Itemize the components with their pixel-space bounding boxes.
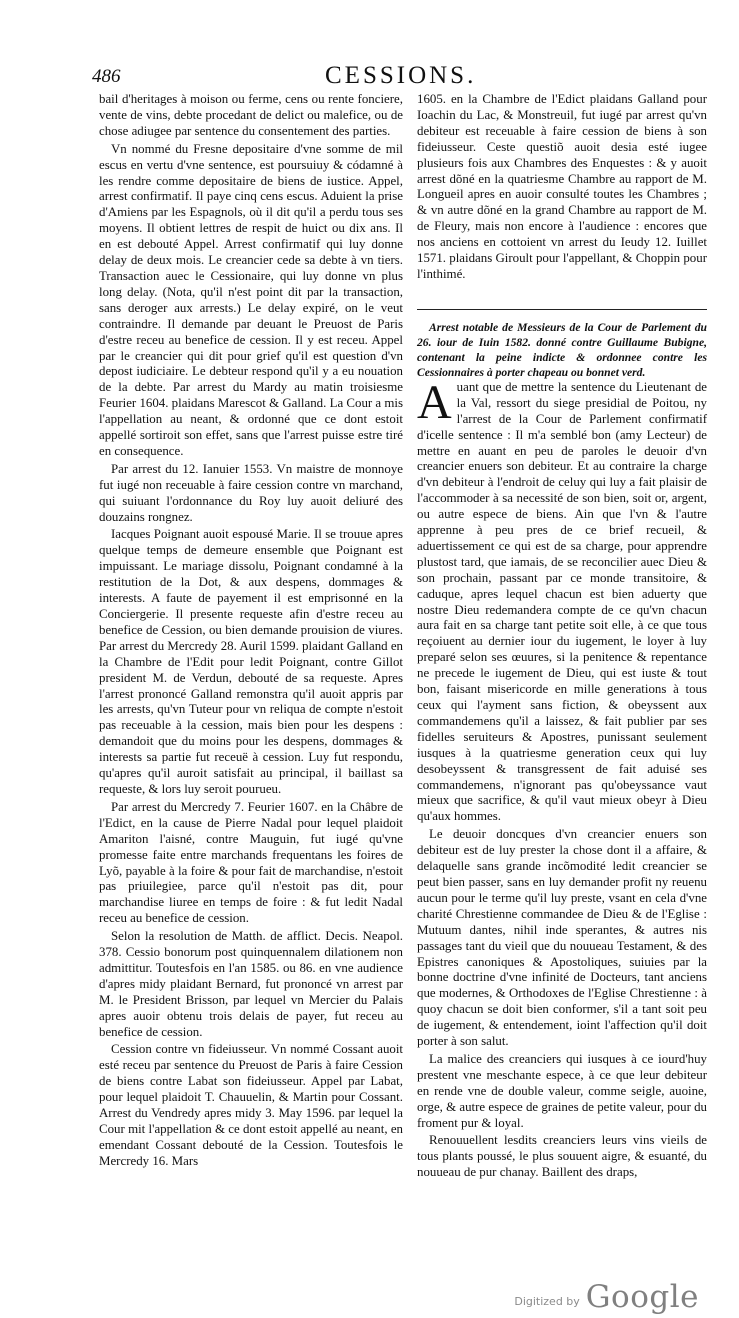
page-header [0,62,739,92]
paragraph-text: uant que de mettre la sentence du Lieutenant de la Val, ressort du siege presidial de Poitou, ny l'arrest de la Cour de Parlement confirmatif d'icelle sentence : Il m'a semblé bon (amy Lecteur) de mettre en auant en peu de paroles le deuoir d'vn creancier enuers son debiteur. Et au contraire la charge d'vn debiteur à l'endroit de celuy qui luy a fait plaisir de l'accommoder à sa necessité de son bien, soit or, argent, ou autre espece de biens. Ain que l'vn & l'autre apprenne à peu pres de ce brief recueil, & aduertissement ce qui est de sa charge, pour apprendre plustost tard, que iamais, de se reconcilier auec Dieu & son prochain, passant par ce monde transitoire, & caduque, apres lequel chacun est bien aduerty que nostre Dieu redemandera compte de ce qu'vn chacun aura fait en sa charge tant petite soit elle, à ce que tous reçoiuent au dernier iour du iugement, le loyer à luy preparé selon ses œuures, si la penitence & repentance ne precede le iugement de Dieu, qui est iuste & tout bon, faisant misericorde en mille generations à tous ceux qui l'ayment sans fiction, & obeyssent aux commandemens qu'il a laissez, & fait publier par ses fidelles seruiteurs & Apostres, punissant seulement iusques à la quatriesme generation ceux qui luy desobeyssent & transgressent de fait aduisé ses commandemens, n'ignorant pas qu'obeyssance vaut mieux que sacrifice, & qu'il vaut mieux obeyr à Dieu qu'aux hommes. [417,379,707,824]
paragraph: Renouuellent lesdits creanciers leurs vins vieils de tous plants poussé, le plus souuent aigre, & esuanté, du nouueau de pur chanay. Baillent des draps, [417,1133,707,1180]
paragraph [417,375,707,825]
paragraph: Vn nommé du Fresne depositaire d'vne somme de mil escus en vertu d'vne sentence, est poursuiuy & códamné à les rendre comme depositaire de biens de iustice. Appel, arrest confirmatif. Il paye cinq cens escus. Aduient la prise d'Amiens par les Espagnols, où il dit qu'il a perdu tous ses moyens. Il obtient lettres de respit de huict ou dix ans. Il en est debouté Appel. Arrest confirmatif qui luy donne delay de deux mois. Le creancier cede sa debte à vn tiers. Transaction auec le Cessionaire, qui luy donne vn plus long delay. (Nota, qu'il n'est point dit par la transaction, sans deroger aux arrests.) Le delay expiré, on le veut contraindre. Il demande par deuant le Preuost de Paris d'estre receu au benefice de cession. Il y est receu. Appel par le creancier qui dit pour grief qu'il est question d'vn depost iudiciaire. Le debteur respond qu'il y a eu nouation de la debte. Par arrest du Mardy au matin troisiesme Feurier 1604. plaidans Marescot & Galland. La Cour a mis l'appellation au neant, & ordonné que ce dont estoit appellé sortiroit son effet, sans que l'arrest puisse estre tiré en consequence. [99,141,403,458]
paragraph: 1605. en la Chambre de l'Edict plaidans Galland pour Ioachin du Lac, & Monstreuil, fut iugé par arrest qu'vn debiteur est receuable à faire cession de biens à son fideiusseur. Ceste questiõ auoit desia esté iugee plusieurs fois aux Chambres des Enquestes : & y auoit arrest dõné en la quatriesme Chambre au rapport de M. Longueil apres en auoir consulté toutes les Chambres ; & vn autre dõné en la grand Chambre au rapport de M. de Fleury, mais non encore à l'audience : encores que nos anciens en cottoient vn arrest du Ieudy 12. Iuillet 1571. plaidans Giroult pour l'appellant, & Choppin pour l'inthimé. [417,92,707,281]
paragraph: La malice des creanciers qui iusques à ce iourd'huy prestent vne meschante espece, à ce que leur debiteur en rende vne de double valeur, comme seigle, auoine, orge, & autre espece de graines de petite valeur, pour du froment pur & loyal. [417,1051,707,1130]
left-column [99,92,403,1170]
paragraph: Le deuoir doncques d'vn creancier enuers son debiteur est de luy prester la chose dont il a affaire, & delaquelle sans grande incõmodité ledit creancier se peut bien passer, sans en luy demander profit ny reuenu aucun pour le terme qu'il luy preste, vsant en cela d'vne charité Chrestienne commandee de Dieu & de l'Eglise : Mutuum dantes, nihil inde sperantes, & autres nis passages tant du vieil que du nouueau Testament, & des Epistres canoniques & Apostoliques, suiuies par la bonne doctrine d'vne infinité de Docteurs, tant anciens que modernes, & Orthodoxes de l'Eglise Chrestienne : à quoy chacun se doit bien conformer, s'il a tant soit peu de iugement, & entendement, ioint l'affection qu'il doit porter à son salut. [417,827,707,1049]
digitization-watermark [514,1275,699,1315]
paragraph: Selon la resolution de Matth. de afflict. Decis. Neapol. 378. Cessio bonorum post quinquennalem dilationem non admittitur. Toutesfois en l'an 1585. ou 86. en vne audience d'apres midy plaidant Bernard, fut prononcé vn arrest par M. le President Brisson, par lequel vn Mercier du Palais apres auoir obtenu trois delais de payer, fut receu au benefice de cession. [99,929,403,1039]
digitized-by-label: Digitized by [514,1295,580,1308]
running-head: CESSIONS. [325,62,477,89]
right-column [417,92,707,1181]
paragraph: Par arrest du 12. Ianuier 1553. Vn maistre de monnoye fut iugé non receuable à faire cession contre vn marchand, qui suiuant l'ordonnance du Roy luy auoit deliuré des douzains rongnez. [99,461,403,524]
section-divider [417,309,707,310]
drop-cap: A [417,375,452,429]
section-heading: Arrest notable de Messieurs de la Cour de Parlement du 26. iour de Iuin 1582. donné contre Guillaume Bubigne, contenant la peine indicte & ordonnee contre les Cessionnaires à porter chapeau ou bonnet verd. [417,320,707,379]
paragraph: Iacques Poignant auoit espousé Marie. Il se trouue apres quelque temps de demeure ensemble que Poignant est impuissant. Le mariage dissolu, Poignant condamné à la restitution de la Dot, & aux despens, dommages & interests. A faute de payement il est emprisonné en la Conciergerie. Il presente requeste afin d'estre receu au benefice de Cession, ou bien demande prouision de viures. Par arrest du Mercredy 28. Auril 1599. plaidant Galland en la Chambre de l'Edit pour ledit Poignant, contre Gillot president M. de Verdun, debouté de sa requeste. Apres l'arrest prononcé Galland remonstra qu'il auoit appris par les arrests, qu'vn Tuteur pour vn reliqua de compte n'estoit pas receuable à la cession, mais bien pour les despens : demandoit que du moins pour les despens, dommages & interests sa partie fut receuë à cession. Luy fut respondu, qu'apres qu'il auroit satisfait au principal, il baillast sa requeste, & lors luy seroit pourueu. [99,527,403,796]
paragraph: Cession contre vn fideiusseur. Vn nommé Cossant auoit esté receu par sentence du Preuost de Paris à faire Cession de biens contre Labat son fideiusseur. Appel par Labat, pour lequel plaidoit T. Chauuelin, & Martin pour Cossant. Arrest du Vendredy apres midy 3. May 1596. par lequel la Cour mit l'appellation & ce dont estoit appellé au neant, en emendant Cossant debouté de la Cession. Toutesfois le Mercredy 16. Mars [99,1042,403,1168]
page-number: 486 [92,66,121,87]
paragraph: bail d'heritages à moison ou ferme, cens ou rente fonciere, vente de vins, debte procedant de delict ou malefice, ou de chose adiugee par sentence du consentement des parties. [99,92,403,138]
google-logo: Google [585,1279,699,1315]
paragraph: Par arrest du Mercredy 7. Feurier 1607. en la Châbre de l'Edict, en la cause de Pierre Nadal pour lequel plaidoit Amariton l'aisné, contre Mauguin, fut iugé qu'vne promesse faite entre marchands frequentans les foires de Lyõ, payable à la foire & pour fait de marchandise, n'estoit pas priuilegiee, parce qu'il n'estoit pas dit, pour marchandise liuree en temps de foire : & fut ledit Nadal receu au benefice de cession. [99,799,403,926]
